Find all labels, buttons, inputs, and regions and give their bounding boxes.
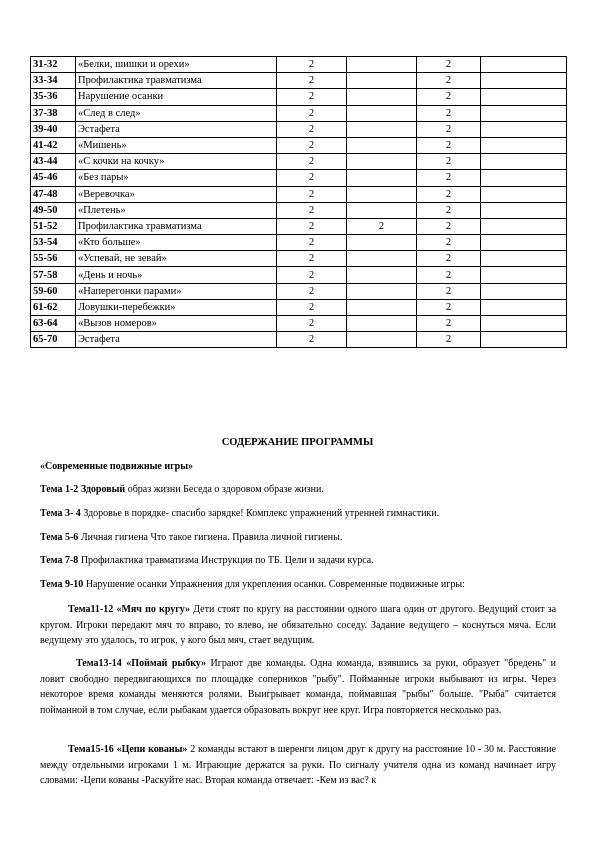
table-row bbox=[31, 332, 567, 348]
topic-heading: Тема 7-8 bbox=[40, 555, 79, 566]
hours-cell bbox=[347, 316, 417, 332]
hours-cell: 2 bbox=[417, 218, 481, 234]
hours-cell bbox=[347, 137, 417, 153]
lesson-number-cell: 65-70 bbox=[31, 332, 76, 348]
hours-cell bbox=[481, 218, 567, 234]
topic-heading: Тема 5-6 bbox=[40, 532, 79, 543]
topic-text: Профилактика травматизма Инструкция по ТБ. Цели и задачи курса. bbox=[80, 555, 374, 566]
lesson-title-cell: «Плетень» bbox=[76, 202, 277, 218]
lesson-number-cell: 61-62 bbox=[31, 299, 76, 315]
game-label: «Цепи кованы» bbox=[116, 744, 188, 755]
lesson-number-cell: 49-50 bbox=[31, 202, 76, 218]
hours-cell bbox=[347, 154, 417, 170]
lesson-number-cell: 31-32 bbox=[31, 57, 76, 73]
hours-cell bbox=[347, 235, 417, 251]
hours-cell bbox=[481, 283, 567, 299]
hours-cell: 2 bbox=[277, 251, 347, 267]
table-row bbox=[31, 73, 567, 89]
hours-cell bbox=[481, 121, 567, 137]
hours-cell: 2 bbox=[417, 137, 481, 153]
lesson-number-cell: 59-60 bbox=[31, 283, 76, 299]
hours-cell bbox=[347, 105, 417, 121]
hours-cell bbox=[481, 170, 567, 186]
table-row bbox=[31, 251, 567, 267]
hours-cell bbox=[347, 332, 417, 348]
schedule-table-body bbox=[31, 57, 567, 348]
lesson-title-cell: «Успевай, не зевай» bbox=[76, 251, 277, 267]
section-title: СОДЕРЖАНИЕ ПРОГРАММЫ bbox=[221, 437, 374, 448]
topic-heading: Тема 1-2 bbox=[40, 484, 79, 495]
lesson-title-cell: «След в след» bbox=[76, 105, 277, 121]
hours-cell: 2 bbox=[417, 73, 481, 89]
hours-cell: 2 bbox=[417, 283, 481, 299]
lesson-title-cell: «Мишень» bbox=[76, 137, 277, 153]
game-text: Играют две команды. Одна команда, взявшись за руки, образует "бредень" и ловит свободно передвигающихся по площадке соперников "рыбу". Пойманные игроки выбывают из игры. Через некоторое время команды меняются ролями. Выигрывает команда, поймавшая "рыбы" больше. "Рыба" считается пойманной в том случае, если рыбакам удается образовать вокруг нее круг. Игра повторяется несколько раз. bbox=[40, 658, 557, 716]
lesson-number-cell: 47-48 bbox=[31, 186, 76, 202]
table-row bbox=[31, 170, 567, 186]
hours-cell: 2 bbox=[277, 57, 347, 73]
hours-cell bbox=[481, 316, 567, 332]
lesson-title-cell: «Наперегонки парами» bbox=[76, 283, 277, 299]
lesson-number-cell: 35-36 bbox=[31, 89, 76, 105]
hours-cell: 2 bbox=[417, 202, 481, 218]
lesson-title-cell: «С кочки на кочку» bbox=[76, 154, 277, 170]
hours-cell bbox=[481, 186, 567, 202]
topic-text: Нарушение осанки Упражнения для укрепления осанки. Современные подвижные игры: bbox=[85, 579, 465, 590]
hours-cell: 2 bbox=[417, 57, 481, 73]
table-row bbox=[31, 186, 567, 202]
topic-3 bbox=[40, 530, 556, 546]
hours-cell bbox=[347, 299, 417, 315]
lesson-number-cell: 39-40 bbox=[31, 121, 76, 137]
hours-cell bbox=[481, 73, 567, 89]
hours-cell bbox=[481, 332, 567, 348]
table-row bbox=[31, 218, 567, 234]
hours-cell: 2 bbox=[277, 137, 347, 153]
lesson-title-cell: Профилактика травматизма bbox=[76, 218, 277, 234]
hours-cell bbox=[347, 186, 417, 202]
hours-cell: 2 bbox=[277, 202, 347, 218]
game-1 bbox=[40, 602, 556, 649]
hours-cell: 2 bbox=[277, 121, 347, 137]
hours-cell bbox=[481, 154, 567, 170]
topic-heading: Тема 3- 4 bbox=[40, 508, 81, 519]
game-text: 2 команды встают в шеренги лицом друг к другу на расстояние 10 - 30 м. Расстояние между отдельными игроками 1 м. Играющие держатся за руки. По сигналу учителя одна из команд начинает игру словами: -Цепи кованы -Раскуйте нас. Вторая команда отвечает: -Кем из вас? к bbox=[40, 744, 557, 786]
topic-heading: Тема 9-10 bbox=[40, 579, 84, 590]
lesson-title-cell: «Белки, шишки и орехи» bbox=[76, 57, 277, 73]
table-row bbox=[31, 121, 567, 137]
hours-cell bbox=[347, 267, 417, 283]
hours-cell bbox=[347, 251, 417, 267]
hours-cell bbox=[481, 267, 567, 283]
lesson-title-cell: Ловушки-перебежки» bbox=[76, 299, 277, 315]
lesson-title-cell: «Веревочка» bbox=[76, 186, 277, 202]
hours-cell: 2 bbox=[417, 316, 481, 332]
hours-cell: 2 bbox=[277, 186, 347, 202]
hours-cell: 2 bbox=[277, 283, 347, 299]
game-3 bbox=[40, 742, 556, 789]
lesson-number-cell: 41-42 bbox=[31, 137, 76, 153]
hours-cell: 2 bbox=[417, 186, 481, 202]
game-heading: Тема11-12 bbox=[68, 604, 114, 615]
hours-cell: 2 bbox=[277, 105, 347, 121]
hours-cell: 2 bbox=[277, 154, 347, 170]
hours-cell: 2 bbox=[277, 218, 347, 234]
lesson-title-cell: Нарушение осанки bbox=[76, 89, 277, 105]
lesson-title-cell: Профилактика травматизма bbox=[76, 73, 277, 89]
hours-cell bbox=[481, 105, 567, 121]
topic-2 bbox=[40, 506, 556, 522]
table-row bbox=[31, 137, 567, 153]
subtitle bbox=[40, 459, 556, 475]
lesson-number-cell: 55-56 bbox=[31, 251, 76, 267]
game-text: Дети стоят по кругу на расстоянии одного шага один от другого. Ведущий стоит за кругом. Игроки передают мяч то вправо, то влево, не обязательно соседу. Задание ведущего – коснуться мяча. Если ведущему это удалось, то игрок, у кого был мяч, стает ведущим. bbox=[40, 604, 557, 646]
lesson-number-cell: 53-54 bbox=[31, 235, 76, 251]
lesson-number-cell: 37-38 bbox=[31, 105, 76, 121]
schedule-table bbox=[30, 56, 567, 348]
topic-label: Здоровый bbox=[80, 484, 126, 495]
hours-cell: 2 bbox=[277, 267, 347, 283]
table-row bbox=[31, 89, 567, 105]
table-row bbox=[31, 267, 567, 283]
table-row bbox=[31, 235, 567, 251]
lesson-title-cell: «Вызов номеров» bbox=[76, 316, 277, 332]
table-row bbox=[31, 283, 567, 299]
hours-cell: 2 bbox=[417, 89, 481, 105]
hours-cell: 2 bbox=[277, 73, 347, 89]
hours-cell bbox=[347, 89, 417, 105]
hours-cell bbox=[347, 170, 417, 186]
hours-cell bbox=[347, 73, 417, 89]
game-heading: Тема13-14 bbox=[76, 658, 122, 669]
hours-cell bbox=[347, 121, 417, 137]
hours-cell bbox=[481, 235, 567, 251]
hours-cell: 2 bbox=[417, 251, 481, 267]
hours-cell: 2 bbox=[417, 299, 481, 315]
table-row bbox=[31, 57, 567, 73]
hours-cell: 2 bbox=[417, 121, 481, 137]
game-label: «Мяч по кругу» bbox=[116, 604, 191, 615]
hours-cell bbox=[347, 283, 417, 299]
game-2 bbox=[40, 656, 556, 718]
table-row bbox=[31, 202, 567, 218]
hours-cell: 2 bbox=[417, 235, 481, 251]
hours-cell bbox=[481, 57, 567, 73]
table-row bbox=[31, 105, 567, 121]
hours-cell: 2 bbox=[417, 267, 481, 283]
table-row bbox=[31, 299, 567, 315]
hours-cell: 2 bbox=[417, 105, 481, 121]
lesson-number-cell: 63-64 bbox=[31, 316, 76, 332]
lesson-title-cell: Эстафета bbox=[76, 332, 277, 348]
hours-cell: 2 bbox=[277, 299, 347, 315]
hours-cell: 2 bbox=[277, 332, 347, 348]
topic-text: Здоровье в порядке- спасибо зарядке! Комплекс упражнений утренней гимнастики. bbox=[83, 508, 440, 519]
lesson-number-cell: 43-44 bbox=[31, 154, 76, 170]
hours-cell: 2 bbox=[347, 218, 417, 234]
hours-cell bbox=[481, 137, 567, 153]
hours-cell: 2 bbox=[277, 235, 347, 251]
hours-cell bbox=[481, 89, 567, 105]
hours-cell bbox=[347, 57, 417, 73]
hours-cell bbox=[481, 299, 567, 315]
game-heading: Тема15-16 bbox=[68, 744, 114, 755]
subtitle-text: «Современные подвижные игры» bbox=[40, 461, 194, 472]
game-label: «Поймай рыбку» bbox=[126, 658, 207, 669]
hours-cell: 2 bbox=[417, 332, 481, 348]
hours-cell: 2 bbox=[277, 89, 347, 105]
lesson-title-cell: Эстафета bbox=[76, 121, 277, 137]
topic-1 bbox=[40, 482, 556, 498]
topic-5 bbox=[40, 577, 556, 593]
lesson-title-cell: «Без пары» bbox=[76, 170, 277, 186]
lesson-number-cell: 57-58 bbox=[31, 267, 76, 283]
topic-text: Личная гигиена Что такое гигиена. Правила личной гигиены. bbox=[80, 532, 343, 543]
hours-cell: 2 bbox=[277, 170, 347, 186]
hours-cell bbox=[347, 202, 417, 218]
hours-cell: 2 bbox=[277, 316, 347, 332]
table-row bbox=[31, 316, 567, 332]
hours-cell bbox=[481, 251, 567, 267]
lesson-title-cell: «День и ночь» bbox=[76, 267, 277, 283]
hours-cell bbox=[481, 202, 567, 218]
lesson-number-cell: 45-46 bbox=[31, 170, 76, 186]
topic-text: образ жизни Беседа о здоровом образе жизни. bbox=[127, 484, 324, 495]
lesson-number-cell: 33-34 bbox=[31, 73, 76, 89]
table-row bbox=[31, 154, 567, 170]
hours-cell: 2 bbox=[417, 170, 481, 186]
lesson-title-cell: «Кто больше» bbox=[76, 235, 277, 251]
hours-cell: 2 bbox=[417, 154, 481, 170]
lesson-number-cell: 51-52 bbox=[31, 218, 76, 234]
topic-4 bbox=[40, 553, 556, 569]
